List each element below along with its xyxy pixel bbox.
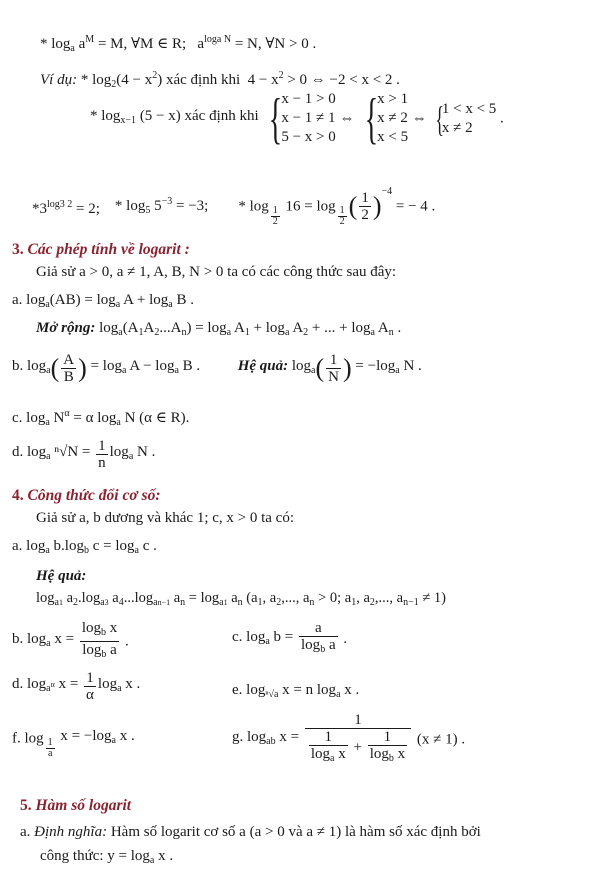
formula-3b: b. $\log_a$( $\frac{A}{B}$ ) = $\log_a A - \log_a B$ . Hệ quả: $\log_a$( $\frac{1}{N}$ ) = $-\log_a$ N . xyxy=(12,352,422,385)
corollary-label: Hệ quả: xyxy=(36,568,87,584)
section-3-heading: 3. Các phép tính về logarit : xyxy=(12,241,190,258)
formula-3a-extension: Mở rộng: $\log_a(A_1A_2...A_n) = \log_a A_1 + \log_a A_2$ + ... + $\log_a A_n$ . xyxy=(36,320,402,338)
corollary-formula: $\log_{a1} a_2.\log_{a3}$ $a_4...\log_{an-1}$ $a_n = \log_{a1} a_n$ ($a_1$, $a_2$,..., $a_n > 0$; $a_1$, $a_2$,..., $a_{n-1} \ne 1$) xyxy=(36,590,446,608)
section-5a-formula: công thức: $y = \log_a x$ . xyxy=(40,848,174,866)
formula-3d: d. $\log_a ^n√N$ = $\frac{1}{n}$ $\log_a N$ . xyxy=(12,438,156,471)
brace-left-1: { xyxy=(269,87,283,150)
formula-4a: a. $\log_a b.\log_b$ $c = \log_a c$ . xyxy=(12,538,157,556)
example-line-3: $*3^{log3 2} = 2$; * $\log_5 5^{-3} = -3$; * log $\frac{1}{2}$ 16 = log $\frac{1}{2}$ ( $\frac{1}{2}$ )$^{-4}$ = − 4 . xyxy=(32,186,436,227)
example-line-2: * $\log_{x-1} (5 - x)$ xác định khi {x − 1 > 0 x − 1 ≠ 1 5 − x > 0 ⇔ {x > 1 x ≠ 2 x < 5 ⇔ {1 < x < 5 x ≠ 2 . xyxy=(90,87,504,150)
formula-4e: e. $\log_{^n√a} x = n$ $\log_a x$ . xyxy=(232,682,360,700)
brace-left-2: { xyxy=(364,87,379,150)
section-4-intro: Giả sử a, b dương và khác 1; c, x > 0 ta có: xyxy=(36,510,295,526)
system-3: 1 < x < 5 x ≠ 2 xyxy=(441,100,497,136)
section-4-heading: 4. Công thức đổi cơ số: xyxy=(12,487,161,504)
section-3-intro: Giả sử a > 0, a ≠ 1, A, B, N > 0 ta có các công thức sau đây: xyxy=(36,264,397,280)
formula-3a: a. $\log_a(AB) = \log_a A + \log_a B$ . xyxy=(12,292,194,310)
system-1: x − 1 > 0 x − 1 ≠ 1 5 − x > 0 xyxy=(281,91,336,145)
formula-3c: c. $\log_a N^\alpha = \alpha$ $\log_a N$ (α ∈ R). xyxy=(12,408,190,428)
formula-4d: d. $\log_{a^\alpha} x$ = $\frac{1}{\alpha}$ $\log_a x$ . xyxy=(12,670,141,703)
system-2: x > 1 x ≠ 2 x < 5 xyxy=(377,91,409,145)
section-5a-definition: a. Định nghĩa: Hàm số logarit cơ số a (a > 0 và a ≠ 1) là hàm số xác định bởi xyxy=(20,824,481,840)
formula-4c: c. $\log_a b$ = $\frac{a}{\log_b a}$ . xyxy=(232,620,348,655)
brace-left-3: { xyxy=(434,98,444,139)
formula-4b: b. $\log_a x$ = $\frac{\log_b x}{\log_b a}$ . xyxy=(12,620,129,660)
section-5-heading: 5. Hàm số logarit xyxy=(20,797,132,814)
formula-4g: g. $\log_{ab} x$ = 1 $\frac{1}{\log_a x}$ + $\frac{1}{\log_b x}$ (x ≠ 1) . xyxy=(232,712,466,764)
formula-4f: f. log $\frac{1}{a}$ $x = -\log_a$ x . xyxy=(12,728,135,759)
example-line-1: Ví dụ: * $\log_2(4 - x^2)$ xác định khi $4 - x^2 > 0$ ⇔ −2 < x < 2 . xyxy=(40,70,400,90)
identity-line: * $\log_a a^M = M$, ∀M ∈ R; $a^{loga N} = N$, ∀N > 0 . xyxy=(40,34,317,54)
